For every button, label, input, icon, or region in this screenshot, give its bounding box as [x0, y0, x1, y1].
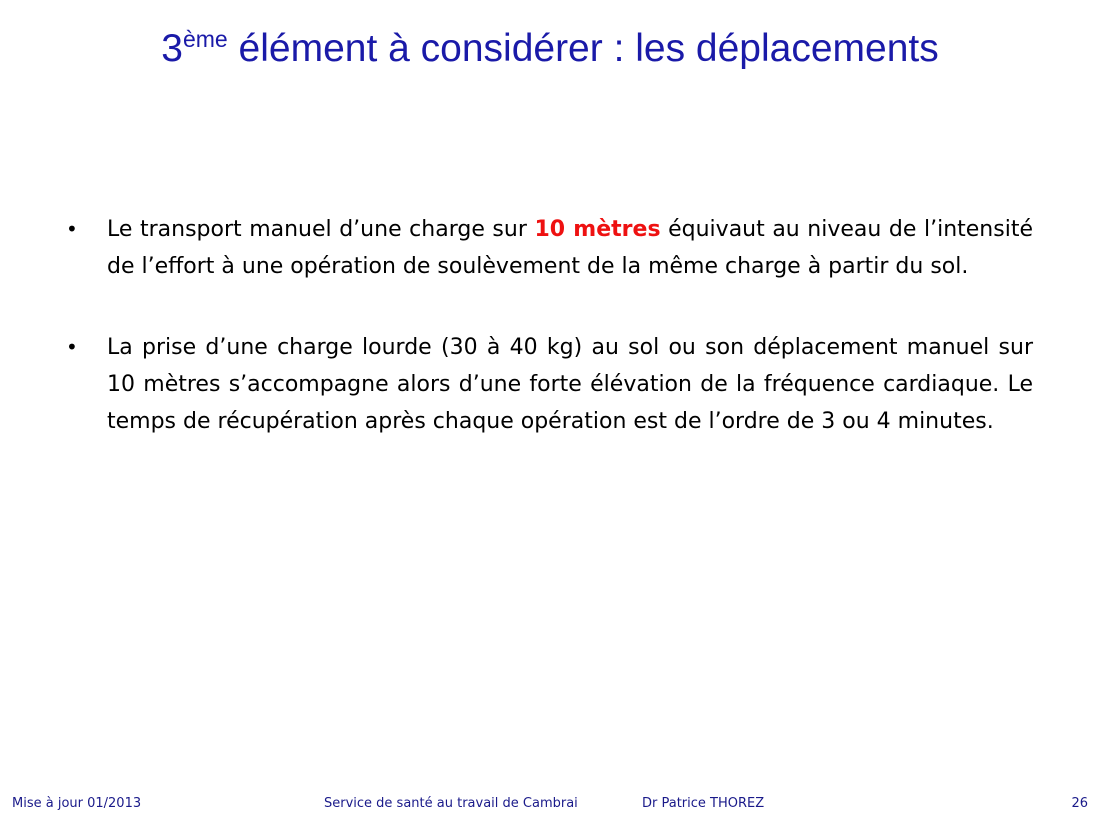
bullet-text-start: Le transport manuel d’une charge sur — [107, 217, 535, 242]
title-superscript: ème — [182, 26, 228, 52]
bullet-list — [60, 211, 1040, 440]
page-number: 26 — [1071, 796, 1088, 811]
footer-service: Service de santé au travail de Cambrai — [324, 796, 578, 811]
title-prefix: 3 — [161, 27, 183, 70]
bullet-item-heavy-load — [60, 329, 1033, 440]
title-rest: élément à considérer : les déplacements — [227, 27, 939, 70]
bullet-item-transport — [60, 211, 1033, 285]
bullet-text-end: équivaut au niveau de l’intensité de l’effort à une opération de soulèvement de la même charge à partir du sol. — [107, 217, 1033, 279]
bullet-icon: • — [66, 335, 78, 359]
emphasis-distance: 10 mètres — [534, 217, 661, 242]
slide-title — [0, 22, 1100, 76]
footer-update-date: Mise à jour 01/2013 — [12, 796, 142, 811]
bullet-text: La prise d’une charge lourde (30 à 40 kg) au sol ou son déplacement manuel sur 10 mètres s’accompagne alors d’une forte élévation de la fréquence cardiaque. Le temps de récupération après chaque opération est de l’ordre de 3 ou 4 minutes. — [107, 335, 1033, 434]
bullet-icon: • — [66, 217, 78, 241]
footer-author: Dr Patrice THOREZ — [642, 796, 765, 811]
